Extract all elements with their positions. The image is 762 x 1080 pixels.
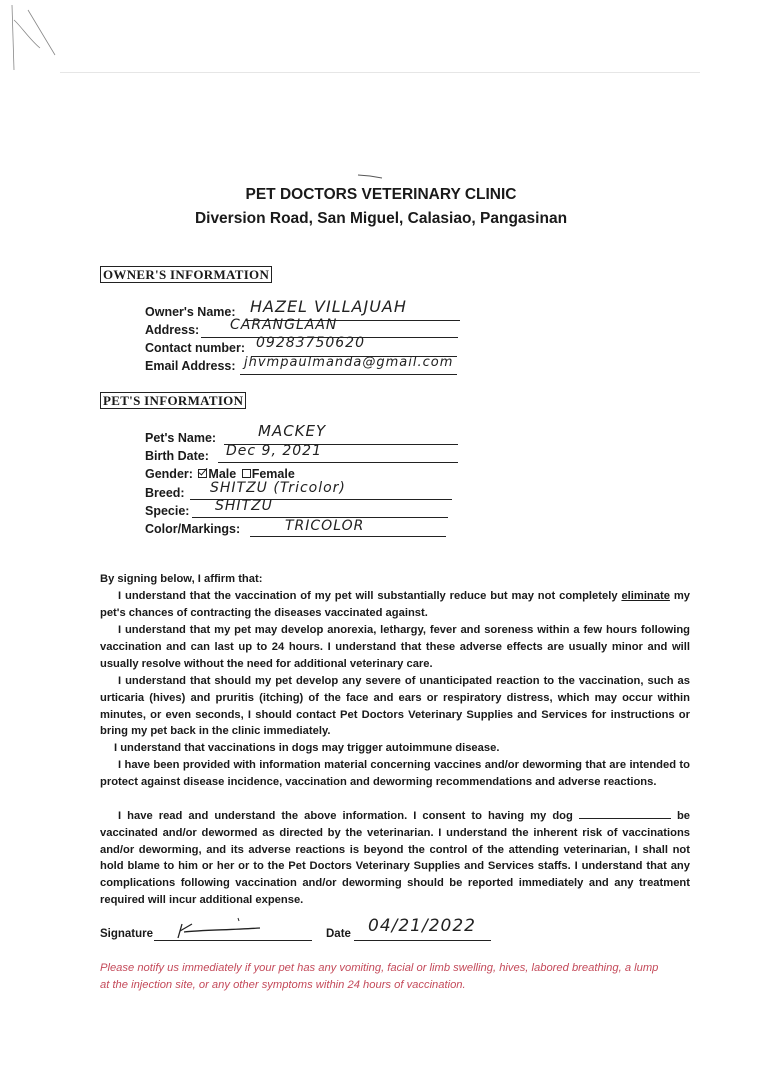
color-value[interactable]: TRICOLOR (285, 518, 365, 534)
signature-scribble[interactable] (170, 916, 280, 942)
consent-paragraph-3 (100, 673, 690, 740)
gender-male-label: Male (208, 467, 237, 481)
post-vaccination-notice: Please notify us immediately if your pet has any vomiting, facial or limb swelling, hives, labored breathing, a lump at the injection site, or any other symptoms within 24 hours of vaccination. (100, 962, 659, 991)
gender-female-checkbox[interactable] (242, 469, 251, 478)
consent-p6a: I have read and understand the above information. I consent to having my dog (118, 810, 573, 822)
gender-male-checkbox[interactable] (198, 469, 207, 478)
owner-section-heading: OWNER'S INFORMATION (100, 266, 272, 283)
consent-paragraph-4 (100, 740, 690, 757)
gender-label: Gender: (145, 467, 193, 481)
consent-p1b: my pet's chances of contracting the diseases vaccinated against. (100, 590, 690, 619)
date-label: Date (326, 928, 351, 940)
pet-section-heading: PET'S INFORMATION (100, 392, 246, 409)
contact-label: Contact number: (145, 341, 245, 355)
date-value[interactable]: 04/21/2022 (368, 916, 476, 936)
specie-label: Specie: (145, 504, 190, 518)
consent-p2: I understand that my pet may develop anorexia, lethargy, fever and soreness within a few hours following vaccination and can last up to 24 hours. I understand that these adverse effects are usually minor and will usually resolve without the need for additional veterinary care. (100, 624, 690, 670)
owner-name-label: Owner's Name: (145, 305, 236, 319)
contact-value[interactable]: 09283750620 (256, 335, 365, 351)
breed-label: Breed: (145, 486, 185, 500)
scan-corner-mark (0, 0, 60, 75)
color-line (250, 536, 446, 537)
signature-row (100, 916, 700, 952)
consent-p4: I understand that vaccinations in dogs may trigger autoimmune disease. (114, 742, 500, 754)
consent-intro: By signing below, I affirm that: (100, 573, 263, 585)
address-label: Address: (145, 323, 200, 337)
clinic-address: Diversion Road, San Miguel, Calasiao, Pangasinan (194, 210, 568, 227)
pet-name-value[interactable]: MACKEY (258, 422, 327, 440)
email-line (240, 374, 457, 375)
consent-paragraph-1 (100, 588, 690, 622)
email-value[interactable]: jhvmpaulmanda@gmail.com (244, 355, 454, 370)
pet-name-label: Pet's Name: (145, 431, 217, 445)
consent-p6b: be vaccinated and/or dewormed as directed by the veterinarian. I understand the inherent risk of vaccinations and/or deworming, and its adverse reactions is beyond the control of the attending veterinarian, I shall not hold blame to him or her or to the Pet Doctors Veterinary Supplies and Services staffs. I understand that any complications following vaccination and/or deworming should be reported immediately and any treatment required will incur additional expense. (100, 810, 691, 906)
consent-p1-underlined: eliminate (621, 590, 670, 602)
date-line (354, 940, 491, 941)
consent-paragraph-2 (100, 622, 690, 672)
gender-female-label: Female (251, 467, 295, 481)
scan-dash-mark (356, 173, 386, 179)
color-label: Color/Markings: (145, 522, 241, 536)
email-label: Email Address: (145, 359, 236, 373)
consent-paragraph-6 (100, 808, 690, 909)
consent-p3: I understand that should my pet develop any severe of unanticipated reaction to the vaccination, such as urticaria (hives) and pruritis (itching) of the face and ears or respiratory distress, which may occur within minutes, or even seconds, I should contact Pet Doctors Veterinary Supplies and Services for instructions or bring my pet back in the clinic immediately. (100, 675, 690, 738)
address-value[interactable]: CARANGLAAN (230, 317, 338, 333)
gender-row (145, 467, 295, 481)
birth-date-value[interactable]: Dec 9, 2021 (226, 443, 322, 459)
consent-p5: I have been provided with information material concerning vaccines and/or deworming that are intended to protect against disease incidence, vaccination and deworming recommendations and adverse reactions. (100, 759, 690, 788)
scan-edge-line (60, 72, 700, 73)
dog-name-blank[interactable] (579, 808, 671, 819)
consent-paragraph-5 (100, 757, 690, 791)
birth-date-label: Birth Date: (145, 449, 209, 463)
birth-date-line (218, 462, 458, 463)
owner-name-value[interactable]: HAZEL VILLAJUAH (250, 297, 407, 316)
breed-value[interactable]: SHITZU (Tricolor) (210, 480, 346, 496)
specie-value[interactable]: SHITZU (215, 498, 273, 514)
signature-label: Signature (100, 928, 154, 940)
consent-p1a: I understand that the vaccination of my pet will substantially reduce but may not completely (118, 590, 618, 602)
clinic-name: PET DOCTORS VETERINARY CLINIC (245, 186, 517, 203)
